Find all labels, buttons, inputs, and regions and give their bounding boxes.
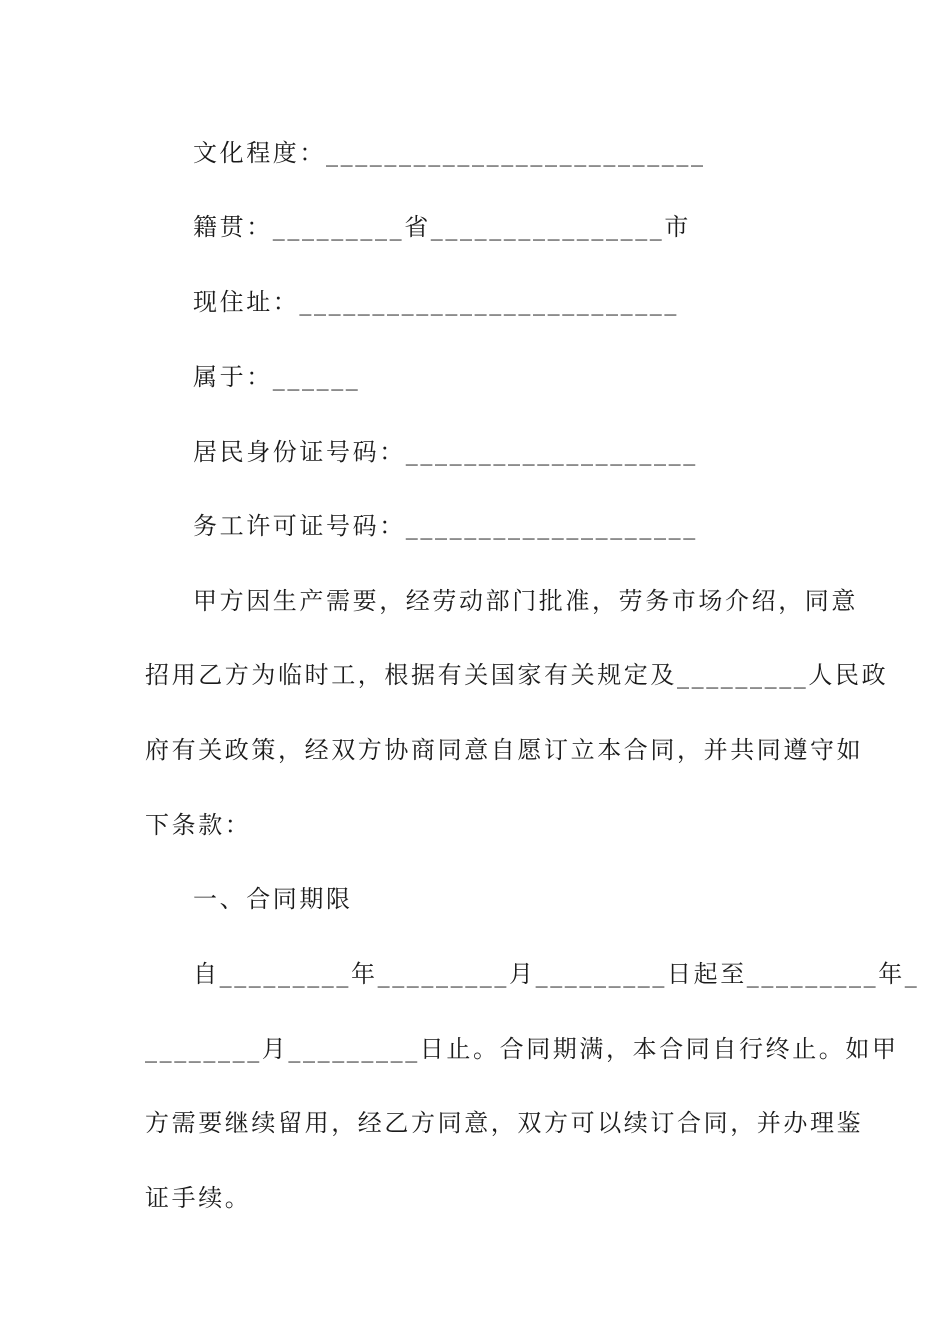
field-work-permit-number: 务工许可证号码：____________________ — [193, 512, 698, 540]
intro-paragraph-line: 甲方因生产需要，经劳动部门批准，劳务市场介绍，同意 — [193, 587, 858, 615]
term-paragraph-line: 证手续。 — [145, 1184, 252, 1212]
field-belongs-to: 属于：______ — [193, 363, 361, 391]
term-paragraph-line: 自_________年_________月_________日起至_________年_ — [193, 960, 920, 988]
intro-paragraph-line: 招用乙方为临时工，根据有关国家有关规定及_________人民政 — [145, 661, 889, 689]
term-paragraph-line: 方需要继续留用，经乙方同意，双方可以续订合同，并办理鉴 — [145, 1109, 864, 1137]
intro-paragraph-line: 下条款： — [145, 811, 252, 839]
field-current-address: 现住址：__________________________ — [193, 288, 679, 316]
term-paragraph-line: ________月_________日止。合同期满，本合同自行终止。如甲 — [145, 1035, 899, 1063]
field-native-place: 籍贯：_________省________________市 — [193, 213, 691, 241]
intro-paragraph-line: 府有关政策，经双方协商同意自愿订立本合同，并共同遵守如 — [145, 736, 864, 764]
field-resident-id-number: 居民身份证号码：____________________ — [193, 438, 698, 466]
field-education: 文化程度：__________________________ — [193, 139, 706, 167]
section-heading: 一、合同期限 — [193, 885, 353, 913]
